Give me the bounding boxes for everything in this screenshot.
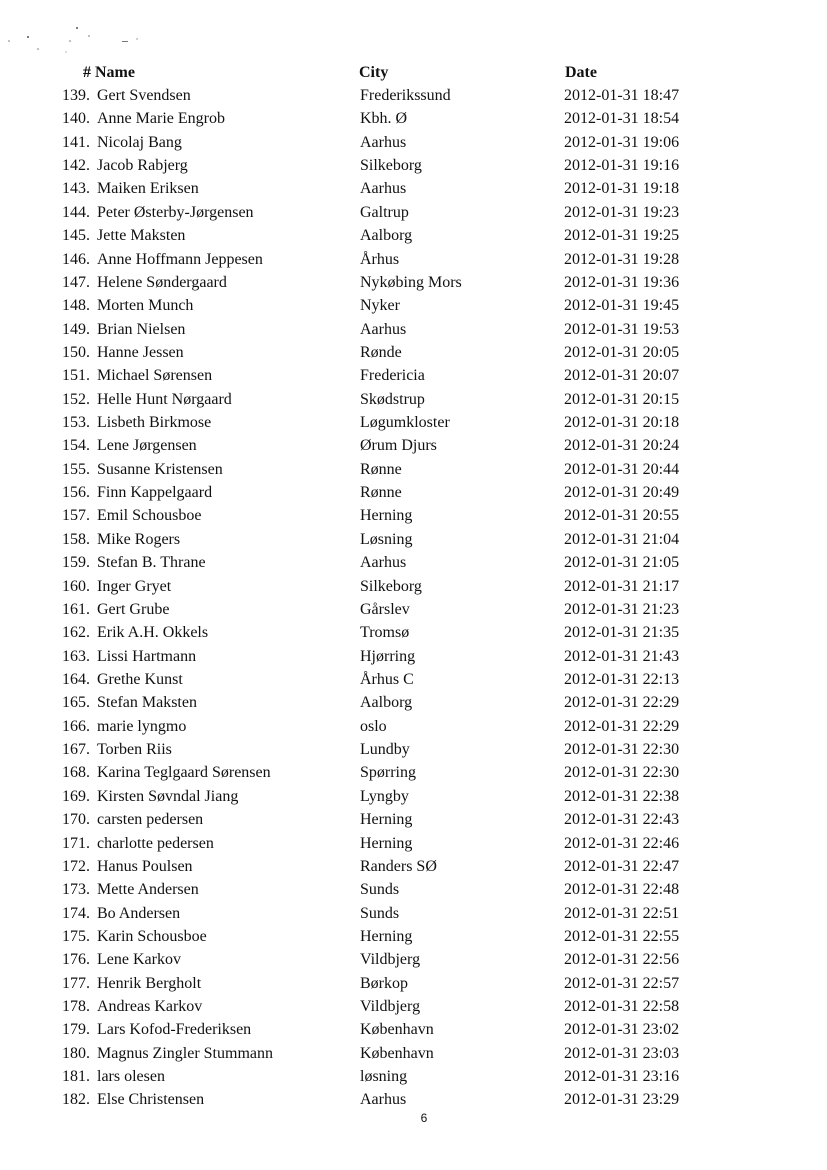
entry-date: 2012-01-31 23:03 [564,1044,680,1062]
entry-city: Ørum Djurs [360,437,437,455]
entry-name: lars olesen [97,1068,165,1086]
entry-date: 2012-01-31 22:47 [564,857,680,875]
entry-city: Silkeborg [360,577,422,595]
entry-city: Lundby [360,741,410,759]
entry-number: 151. [62,367,90,385]
list-item [0,761,827,784]
entry-number: 150. [62,343,90,361]
entry-number: 173. [62,881,90,899]
entry-date: 2012-01-31 21:23 [564,600,680,618]
entry-number: 181. [62,1068,90,1086]
entry-number: 144. [62,203,90,221]
entry-date: 2012-01-31 20:05 [564,343,680,361]
entry-name: Grethe Kunst [97,670,183,688]
list-item [0,972,827,995]
entry-name: Peter Østerby-Jørgensen [97,203,254,221]
entry-number: 162. [62,624,90,642]
entry-date: 2012-01-31 19:53 [564,320,680,338]
entry-name: Morten Munch [97,297,194,315]
entry-number: 156. [62,484,90,502]
entry-city: løsning [360,1068,408,1086]
page-number: 6 [420,1111,428,1125]
scan-specks [0,0,160,60]
list-item [0,995,827,1018]
entry-number: 145. [62,227,90,245]
entry-name: Stefan Maksten [97,694,197,712]
entry-city: Nykøbing Mors [360,273,462,291]
entry-city: Aarhus [360,180,407,198]
entry-city: Randers SØ [360,857,437,875]
entry-number: 166. [62,717,90,735]
entry-city: Løsning [360,530,413,548]
entry-date: 2012-01-31 22:29 [564,717,680,735]
entry-city: Rønne [360,460,402,478]
entry-city: København [360,1044,434,1062]
entry-date: 2012-01-31 22:55 [564,927,680,945]
entry-date: 2012-01-31 22:56 [564,951,680,969]
entry-number: 175. [62,927,90,945]
entry-number: 174. [62,904,90,922]
entry-number: 140. [62,110,90,128]
entry-date: 2012-01-31 21:05 [564,554,680,572]
entry-city: Århus C [360,670,414,688]
entry-number: 179. [62,1021,90,1039]
entry-city: Herning [360,811,413,829]
list-item [0,551,827,574]
entry-city: Lyngby [360,787,409,805]
entry-number: 139. [62,87,90,104]
entry-city: Aarhus [360,320,407,338]
entry-date: 2012-01-31 19:45 [564,297,680,315]
entry-name: Hanne Jessen [97,343,184,361]
list-item [0,154,827,177]
entry-name: Anne Hoffmann Jeppesen [97,250,263,268]
entry-date: 2012-01-31 20:49 [564,484,680,502]
entry-name: charlotte pedersen [97,834,214,852]
entry-name: marie lyngmo [97,717,187,735]
entry-name: Inger Gryet [97,577,172,595]
entry-name: Gert Svendsen [97,87,191,104]
list-item [0,832,827,855]
entry-number: 161. [62,600,90,618]
entry-number: 159. [62,554,90,572]
entry-name: Erik A.H. Okkels [97,624,209,642]
entry-city: Rønne [360,484,402,502]
entry-number: 172. [62,857,90,875]
list-item [0,131,827,154]
list-item [0,621,827,644]
entry-number: 154. [62,437,90,455]
column-header-city: City [359,64,389,81]
entry-date: 2012-01-31 22:46 [564,834,680,852]
entry-date: 2012-01-31 19:36 [564,273,680,291]
list-item [0,1088,827,1111]
entry-number: 155. [62,460,90,478]
entry-city: Århus [360,250,400,268]
entry-city: København [360,1021,434,1039]
list-item [0,598,827,621]
entry-name: carsten pedersen [97,811,204,829]
entry-name: Michael Sørensen [97,367,213,385]
entry-date: 2012-01-31 22:51 [564,904,680,922]
list-item [0,201,827,224]
list-item [0,528,827,551]
entry-number: 148. [62,297,90,315]
entry-number: 160. [62,577,90,595]
entry-name: Jette Maksten [97,227,186,245]
entry-name: Lissi Hartmann [97,647,197,665]
entry-name: Karina Teglgaard Sørensen [97,764,271,782]
list-item [0,785,827,808]
list-item [0,84,827,107]
entry-name: Helene Søndergaard [97,273,227,291]
entry-name: Karin Schousboe [97,927,207,945]
list-item [0,855,827,878]
entry-name: Brian Nielsen [97,320,186,338]
entry-number: 164. [62,670,90,688]
list-item [0,177,827,200]
entry-date: 2012-01-31 22:30 [564,741,680,759]
list-item [0,504,827,527]
entry-name: Finn Kappelgaard [97,484,213,502]
entry-date: 2012-01-31 20:55 [564,507,680,525]
entry-city: Spørring [360,764,416,782]
entry-name: Magnus Zingler Stummann [97,1044,273,1062]
list-item [0,388,827,411]
list-item [0,878,827,901]
entry-date: 2012-01-31 22:30 [564,764,680,782]
list-item [0,715,827,738]
entry-number: 163. [62,647,90,665]
entry-city: Galtrup [360,203,409,221]
list-item [0,575,827,598]
entry-city: Aalborg [360,227,413,245]
entry-name: Helle Hunt Nørgaard [97,390,232,408]
entry-number: 157. [62,507,90,525]
entry-name: Hanus Poulsen [97,857,193,875]
entry-city: Tromsø [360,624,410,642]
entry-city: Skødstrup [360,390,425,408]
entry-city: Sunds [360,881,400,899]
entry-number: 176. [62,951,90,969]
entry-name: Kirsten Søvndal Jiang [97,787,239,805]
entry-date: 2012-01-31 22:57 [564,974,680,992]
list-item [0,902,827,925]
entry-city: Rønde [360,343,402,361]
list-item [0,458,827,481]
list-item [0,364,827,387]
entry-number: 153. [62,414,90,432]
list-item [0,691,827,714]
entry-name: Mike Rogers [97,530,181,548]
entry-name: Anne Marie Engrob [97,110,225,128]
signup-list [0,84,827,1112]
entry-city: Silkeborg [360,157,422,175]
entry-name: Else Christensen [97,1091,205,1109]
list-item [0,668,827,691]
entry-number: 169. [62,787,90,805]
list-item [0,1018,827,1041]
entry-name: Andreas Karkov [97,998,203,1016]
entry-number: 147. [62,273,90,291]
list-item [0,738,827,761]
entry-number: 142. [62,157,90,175]
entry-city: Nyker [360,297,400,315]
list-item [0,341,827,364]
entry-date: 2012-01-31 22:13 [564,670,680,688]
entry-city: Børkop [360,974,408,992]
entry-number: 170. [62,811,90,829]
header-hash: # [83,64,91,81]
entry-date: 2012-01-31 18:47 [564,87,680,104]
entry-date: 2012-01-31 20:24 [564,437,680,455]
entry-date: 2012-01-31 19:23 [564,203,680,221]
entry-name: Susanne Kristensen [97,460,223,478]
entry-number: 158. [62,530,90,548]
entry-number: 177. [62,974,90,992]
entry-number: 178. [62,998,90,1016]
entry-city: Vildbjerg [360,951,421,969]
entry-name: Lars Kofod-Frederiksen [97,1021,252,1039]
entry-name: Emil Schousboe [97,507,202,525]
entry-city: Aarhus [360,133,407,151]
entry-name: Henrik Bergholt [97,974,202,992]
entry-date: 2012-01-31 22:38 [564,787,680,805]
entry-city: Frederikssund [360,87,451,104]
entry-date: 2012-01-31 19:06 [564,133,680,151]
entry-name: Jacob Rabjerg [97,157,188,175]
entry-name: Nicolaj Bang [97,133,182,151]
entry-name: Lene Jørgensen [97,437,197,455]
entry-number: 182. [62,1091,90,1109]
entry-number: 143. [62,180,90,198]
entry-number: 180. [62,1044,90,1062]
entry-date: 2012-01-31 22:48 [564,881,680,899]
entry-number: 149. [62,320,90,338]
entry-name: Mette Andersen [97,881,199,899]
entry-city: Herning [360,507,413,525]
list-item [0,1065,827,1088]
list-item [0,925,827,948]
list-item [0,481,827,504]
entry-date: 2012-01-31 20:07 [564,367,680,385]
entry-city: Herning [360,927,413,945]
column-header-name [83,63,135,83]
entry-city: Sunds [360,904,400,922]
entry-number: 141. [62,133,90,151]
list-item [0,411,827,434]
entry-name: Bo Andersen [97,904,181,922]
entry-number: 167. [62,741,90,759]
entry-number: 146. [62,250,90,268]
entry-date: 2012-01-31 21:43 [564,647,680,665]
entry-date: 2012-01-31 19:25 [564,227,680,245]
entry-city: Aarhus [360,1091,407,1109]
list-item [0,224,827,247]
entry-name: Lisbeth Birkmose [97,414,212,432]
entry-city: Fredericia [360,367,425,385]
list-item [0,1042,827,1065]
list-item [0,248,827,271]
entry-name: Torben Riis [97,741,172,759]
entry-date: 2012-01-31 23:16 [564,1068,680,1086]
entry-name: Stefan B. Thrane [97,554,206,572]
entry-date: 2012-01-31 23:29 [564,1091,680,1109]
entry-date: 2012-01-31 18:54 [564,110,680,128]
entry-name: Gert Grube [97,600,170,618]
entry-city: Vildbjerg [360,998,421,1016]
entry-number: 165. [62,694,90,712]
header-name: Name [95,64,135,81]
entry-date: 2012-01-31 22:29 [564,694,680,712]
entry-city: oslo [360,717,387,735]
entry-date: 2012-01-31 22:43 [564,811,680,829]
entry-city: Løgumkloster [360,414,450,432]
list-item [0,645,827,668]
entry-date: 2012-01-31 21:17 [564,577,680,595]
list-item [0,948,827,971]
list-item [0,107,827,130]
list-item [0,434,827,457]
entry-city: Kbh. Ø [360,110,408,128]
entry-date: 2012-01-31 20:15 [564,390,680,408]
entry-date: 2012-01-31 23:02 [564,1021,680,1039]
entry-date: 2012-01-31 19:28 [564,250,680,268]
entry-date: 2012-01-31 21:04 [564,530,680,548]
entry-date: 2012-01-31 20:18 [564,414,680,432]
entry-number: 152. [62,390,90,408]
entry-city: Gårslev [360,600,410,618]
list-item [0,318,827,341]
entry-date: 2012-01-31 21:35 [564,624,680,642]
column-header-date: Date [565,64,597,81]
entry-date: 2012-01-31 19:16 [564,157,680,175]
entry-name: Lene Karkov [97,951,181,969]
entry-city: Aalborg [360,694,413,712]
entry-city: Hjørring [360,647,416,665]
entry-date: 2012-01-31 20:44 [564,460,680,478]
entry-date: 2012-01-31 19:18 [564,180,680,198]
list-item [0,271,827,294]
entry-date: 2012-01-31 22:58 [564,998,680,1016]
entry-city: Aarhus [360,554,407,572]
entry-number: 171. [62,834,90,852]
entry-name: Maiken Eriksen [97,180,199,198]
entry-number: 168. [62,764,90,782]
list-item [0,808,827,831]
entry-city: Herning [360,834,413,852]
list-item [0,294,827,317]
